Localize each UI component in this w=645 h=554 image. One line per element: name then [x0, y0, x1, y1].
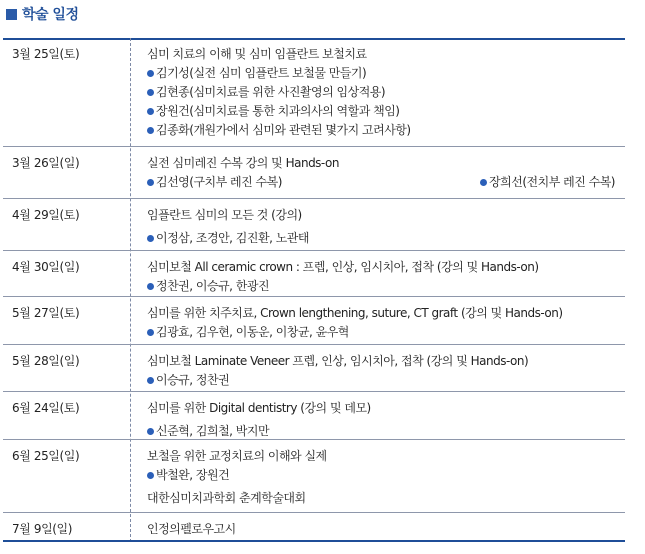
bullet-icon — [480, 179, 487, 186]
schedule-row — [3, 513, 625, 542]
schedule-date: 6월 24일(토) — [12, 401, 80, 415]
bullet-icon — [147, 70, 154, 77]
speaker-item — [147, 121, 619, 140]
schedule-row — [3, 297, 625, 345]
session-title: 심미보철 All ceramic crown : 프렙, 인상, 임시치아, 접착 (강의 및 Hands-on) — [147, 260, 539, 274]
speaker-item — [147, 102, 619, 121]
schedule-content — [147, 447, 619, 508]
session-title: 임플란트 심미의 모든 것 (강의) — [147, 208, 302, 222]
schedule-row — [3, 38, 625, 147]
speaker-text: 김광효, 김우현, 이동운, 이창균, 윤우혁 — [156, 325, 349, 339]
bullet-icon — [147, 127, 154, 134]
speaker-text: 김현종(심미치료를 위한 사진촬영의 임상적용) — [156, 85, 386, 99]
speaker-item — [147, 371, 619, 390]
session-title: 심미보철 Laminate Veneer 프렙, 인상, 임시치아, 접착 (강의 및 Hands-on) — [147, 354, 529, 368]
bullet-icon — [147, 283, 154, 290]
schedule-content — [147, 45, 619, 140]
schedule-date: 7월 9일(일) — [12, 522, 73, 536]
bullet-icon — [147, 472, 154, 479]
speaker-text: 정찬권, 이승규, 한광진 — [156, 279, 270, 293]
speaker-text: 박철완, 장원건 — [156, 468, 230, 482]
schedule-content — [147, 206, 619, 248]
schedule-row — [3, 440, 625, 513]
schedule-date: 4월 29일(토) — [12, 208, 80, 222]
heading-square-icon — [6, 9, 17, 20]
speaker-item — [147, 277, 619, 296]
schedule-content — [147, 352, 619, 390]
schedule-row — [3, 147, 625, 199]
speaker-text: 장희선(전치부 레진 수복) — [489, 175, 615, 189]
speaker-item — [147, 83, 619, 102]
schedule-date: 3월 25일(토) — [12, 47, 80, 61]
session-title: 보철을 위한 교정치료의 이해와 실제 — [147, 449, 327, 463]
bullet-icon — [147, 108, 154, 115]
schedule-date: 6월 25일(일) — [12, 449, 80, 463]
schedule-content — [147, 304, 619, 342]
speaker-text: 장원건(심미치료를 통한 치과의사의 역할과 책임) — [156, 104, 400, 118]
table-bottom-rule — [3, 540, 625, 542]
schedule-row — [3, 345, 625, 392]
schedule-date: 5월 28일(일) — [12, 354, 80, 368]
schedule-row — [3, 251, 625, 297]
speaker-text: 신준혁, 김희철, 박지만 — [156, 424, 270, 438]
bullet-icon — [147, 89, 154, 96]
schedule-table — [3, 38, 625, 542]
speaker-text: 김종화(개원가에서 심미와 관련된 몇가지 고려사항) — [156, 123, 411, 137]
speaker-item — [147, 64, 619, 83]
bullet-icon — [147, 329, 154, 336]
schedule-content — [147, 399, 619, 441]
speaker-text: 이정삼, 조경안, 김진환, 노관태 — [156, 231, 309, 245]
section-heading — [6, 4, 78, 24]
event-note: 대한심미치과학회 춘계학술대회 — [147, 491, 306, 505]
speaker-pair — [147, 173, 619, 192]
bullet-icon — [147, 179, 154, 186]
schedule-content — [147, 154, 619, 192]
session-title: 심미를 위한 치주치료, Crown lengthening, suture, CT graft (강의 및 Hands-on) — [147, 306, 563, 320]
heading-title: 학술 일정 — [22, 7, 79, 23]
speaker-text: 이승규, 정찬권 — [156, 373, 230, 387]
session-title: 인정의펠로우고시 — [147, 522, 236, 536]
bullet-icon — [147, 428, 154, 435]
schedule-row — [3, 392, 625, 440]
schedule-date: 4월 30일(일) — [12, 260, 80, 274]
speaker-item — [147, 173, 282, 192]
session-title: 심미 치료의 이해 및 심미 임플란트 보철치료 — [147, 47, 367, 61]
session-title: 심미를 위한 Digital dentistry (강의 및 데모) — [147, 401, 371, 415]
speaker-item — [147, 323, 619, 342]
speaker-item — [480, 173, 615, 192]
schedule-row — [3, 199, 625, 251]
speaker-text: 김선영(구치부 레진 수복) — [156, 175, 282, 189]
speaker-item — [147, 229, 619, 248]
schedule-date: 3월 26일(일) — [12, 156, 80, 170]
speaker-item — [147, 466, 619, 485]
schedule-date: 5월 27일(토) — [12, 306, 80, 320]
session-title: 실전 심미레진 수복 강의 및 Hands-on — [147, 156, 339, 170]
schedule-content — [147, 520, 619, 539]
schedule-content — [147, 258, 619, 296]
speaker-text: 김기성(실전 심미 임플란트 보철물 만들기) — [156, 66, 367, 80]
bullet-icon — [147, 377, 154, 384]
bullet-icon — [147, 235, 154, 242]
